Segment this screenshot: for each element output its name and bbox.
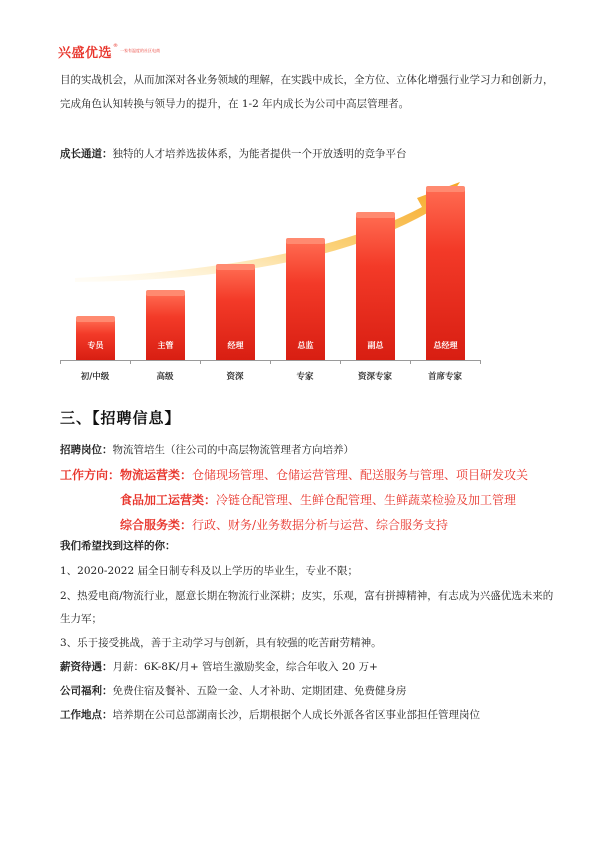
wish-item-2-line-2: 生力军； [60,613,102,625]
salary [60,659,560,676]
growth-channel [60,146,560,163]
direction-cat-3: 综合服务类： [120,518,193,532]
chart-bar-label: 总监 [297,341,314,350]
x-axis-label: 首席专家 [427,372,462,382]
chart-bar-label: 总经理 [433,341,458,350]
direction-label: 工作方向： [60,468,121,482]
work-location [60,707,560,724]
company-logo [58,42,160,61]
chart-bar-cap [216,264,255,270]
welfare [60,683,560,700]
wish-item-2-line-1: 2、热爱电商/物流行业，愿意长期在物流行业深耕；皮实，乐观，富有拼搏精神，有志成为兴盛优选未来的 [60,590,554,602]
chart-bar-label: 主管 [157,341,174,350]
wish-item-3: 3、乐于接受挑战，善于主动学习与创新，具有较强的吃苦耐劳精神。 [60,637,382,649]
x-axis-tick [60,360,61,364]
growth-channel-text: 独特的人才培养选拔体系，为能者提供一个开放透明的竞争平台 [112,148,407,160]
x-axis-tick [410,360,411,364]
x-axis-tick [340,360,341,364]
direction-text-1: 仓储现场管理、仓储运营管理、配送服务与管理、项目研发攻关 [192,468,529,482]
direction-cat-1: 物流运营类： [120,468,193,482]
intro-line-2: 完成角色认知转换与领导力的提升，在 1-2 年内成长为公司中高层管理者。 [60,98,410,110]
chart-bar [76,320,115,360]
chart-bar [426,190,465,360]
direction-cat-2: 食品加工运营类： [120,493,217,507]
chart-bar-cap [426,186,465,192]
career-ladder-chart [60,172,480,388]
x-axis-tick [480,360,481,364]
wish-item-1: 1、2020-2022 届全日制专科及以上学历的毕业生，专业不限； [60,565,359,577]
salary-text: 月薪：6K-8K/月+ 管培生激励奖金，综合年收入 20 万+ [112,661,378,673]
direction-text-3: 行政、财务/业务数据分析与运营、综合服务支持 [192,518,449,532]
direction-line-3 [120,516,448,535]
chart-bar-cap [356,212,395,218]
x-axis-label: 专家 [296,372,314,382]
growth-arrow [60,172,480,292]
x-axis-label: 资深专家 [357,372,392,382]
welfare-label: 公司福利： [60,685,113,697]
x-axis-label: 资深 [226,372,244,382]
chart-bar [216,268,255,360]
direction-text-2: 冷链仓配管理、生鲜仓配管理、生鲜蔬菜检验及加工管理 [216,493,517,507]
chart-bar-cap [146,290,185,296]
welfare-text: 免费住宿及餐补、五险一金、人才补助、定期团建、免费健身房 [112,685,407,697]
salary-label: 薪资待遇： [60,661,113,673]
section-title: 三、【招聘信息】 [60,409,181,427]
direction-line-2 [120,491,516,510]
chart-bar [146,294,185,360]
location-text: 培养期在公司总部湖南长沙，后期根据个人成长外派各省区事业部担任管理岗位 [112,709,480,721]
position-text: 物流管培生（往公司的中高层物流管理者方向培养） [112,444,354,456]
intro-line-1: 目的实战机会，从而加深对各业务领域的理解，在实践中成长，全方位、立体化增强行业学习力和创新力， [60,74,554,86]
chart-bar [286,242,325,360]
x-axis-label: 初/中级 [80,372,110,382]
direction-line-1 [60,466,528,485]
chart-bar-label: 副总 [367,341,384,350]
chart-bar [356,216,395,360]
x-axis-tick [200,360,201,364]
chart-bar-label: 专员 [87,341,104,350]
recruit-position [60,442,560,459]
position-label: 招聘岗位： [60,444,113,456]
logo-registered-mark: ® [113,43,119,49]
logo-tagline: 一家有温度的社区电商 [120,48,161,53]
chart-bar-cap [76,316,115,322]
chart-bar-label: 经理 [227,341,244,350]
location-label: 工作地点： [60,709,113,721]
wish-title: 我们希望找到这样的你： [60,540,176,552]
logo-text: 兴盛优选 [58,46,113,61]
chart-bar-cap [286,238,325,244]
growth-channel-label: 成长通道： [60,148,113,160]
x-axis-tick [130,360,131,364]
x-axis-label: 高级 [156,372,174,382]
x-axis-tick [270,360,271,364]
